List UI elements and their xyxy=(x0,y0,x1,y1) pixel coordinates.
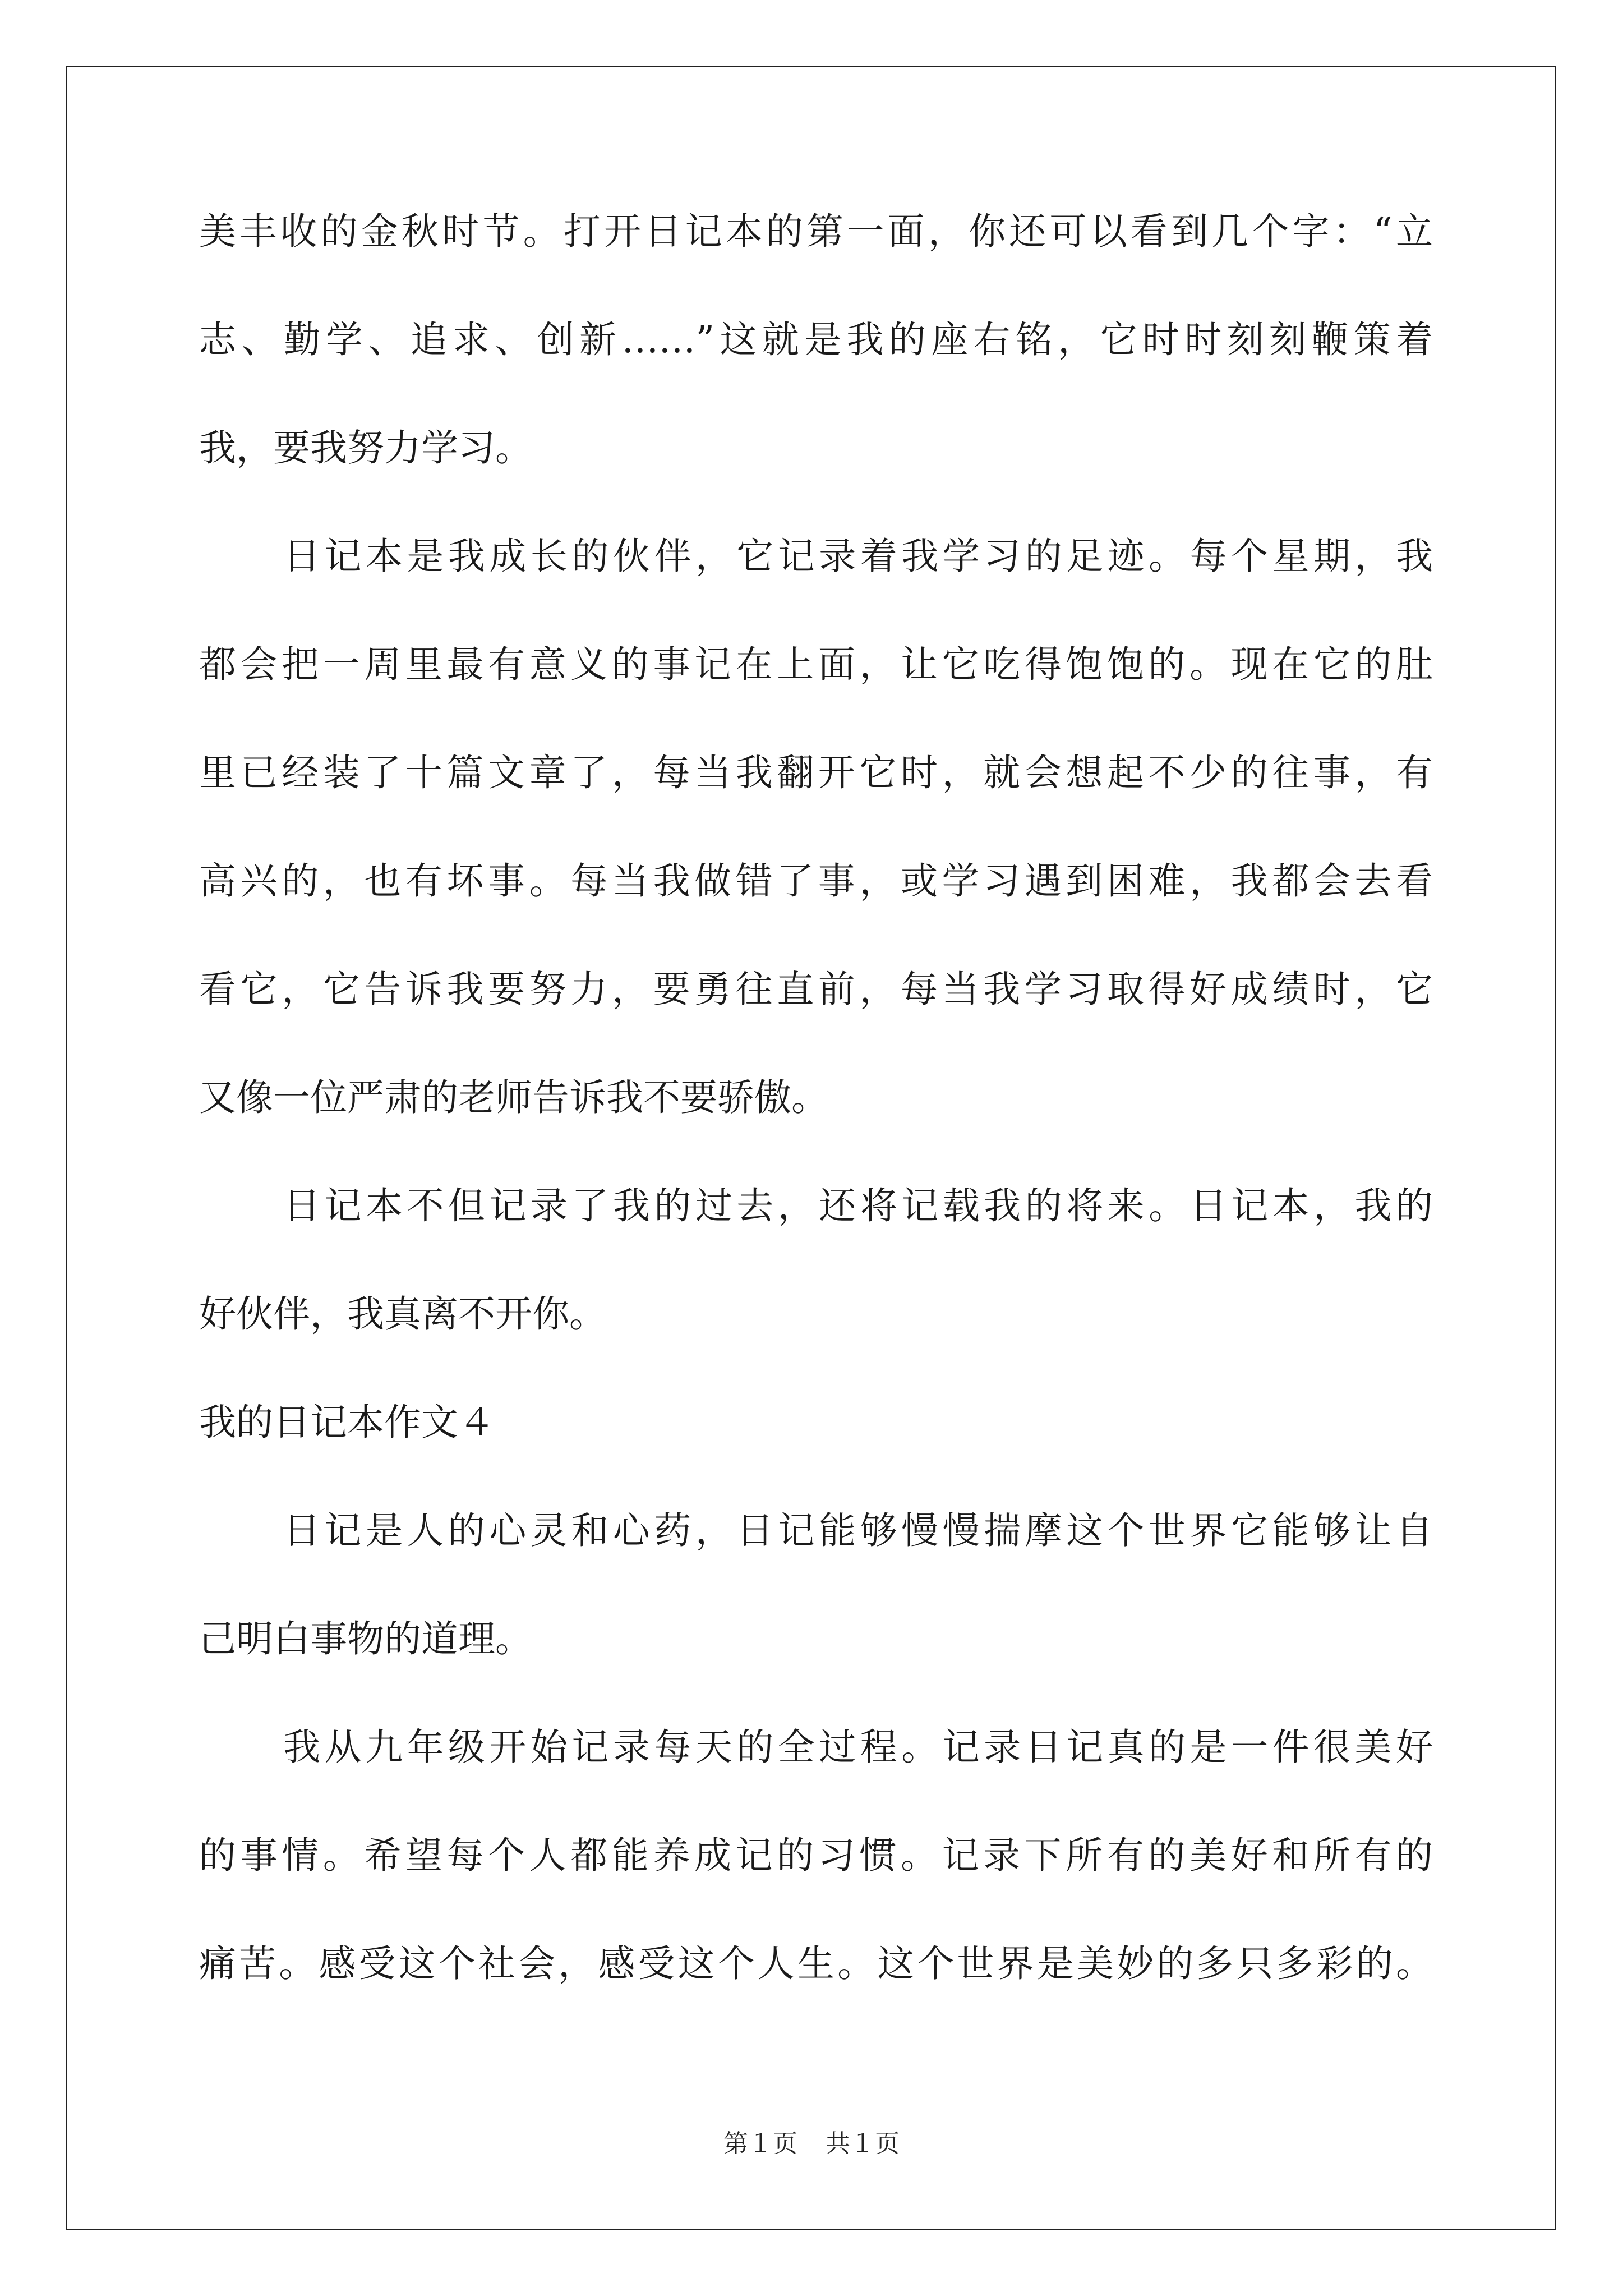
body-line-17: 痛苦。感受这个社会，感受这个人生。这个世界是美妙的多只多彩的。 xyxy=(199,1942,1433,1985)
page-footer xyxy=(0,2129,1623,2158)
page-number-current: 第１页 xyxy=(723,2129,797,2158)
body-line-2: 志、勤学、追求、创新……”这就是我的座右铭，它时时刻刻鞭策着 xyxy=(199,318,1433,361)
body-line-14: 己明白事物的道理。 xyxy=(199,1617,532,1660)
body-line-10: 日记本不但记录了我的过去，还将记载我的将来。日记本，我的 xyxy=(283,1184,1433,1227)
body-line-8: 看它，它告诉我要努力，要勇往直前，每当我学习取得好成绩时，它 xyxy=(199,968,1433,1011)
document-body xyxy=(199,210,1433,2054)
body-line-11: 好伙伴，我真离不开你。 xyxy=(199,1292,606,1336)
body-line-9: 又像一位严肃的老师告诉我不要骄傲。 xyxy=(199,1076,828,1119)
body-line-15: 我从九年级开始记录每天的全过程。记录日记真的是一件很美好 xyxy=(283,1726,1433,1769)
body-line-6: 里已经装了十篇文章了，每当我翻开它时，就会想起不少的往事，有 xyxy=(199,751,1433,794)
body-line-3: 我，要我努力学习。 xyxy=(199,426,532,470)
section-heading: 我的日记本作文４ xyxy=(199,1401,495,1444)
page-number-total: 共１页 xyxy=(826,2129,900,2158)
body-line-5: 都会把一周里最有意义的事记在上面，让它吃得饱饱的。现在它的肚 xyxy=(199,643,1433,686)
body-line-16: 的事情。希望每个人都能养成记的习惯。记录下所有的美好和所有的 xyxy=(199,1834,1433,1877)
body-line-1: 美丰收的金秋时节。打开日记本的第一面，你还可以看到几个字：“立 xyxy=(199,210,1433,253)
body-line-4: 日记本是我成长的伙伴，它记录着我学习的足迹。每个星期，我 xyxy=(283,535,1433,578)
body-line-7: 高兴的，也有坏事。每当我做错了事，或学习遇到困难，我都会去看 xyxy=(199,859,1433,903)
body-line-13: 日记是人的心灵和心药，日记能够慢慢揣摩这个世界它能够让自 xyxy=(283,1509,1433,1552)
